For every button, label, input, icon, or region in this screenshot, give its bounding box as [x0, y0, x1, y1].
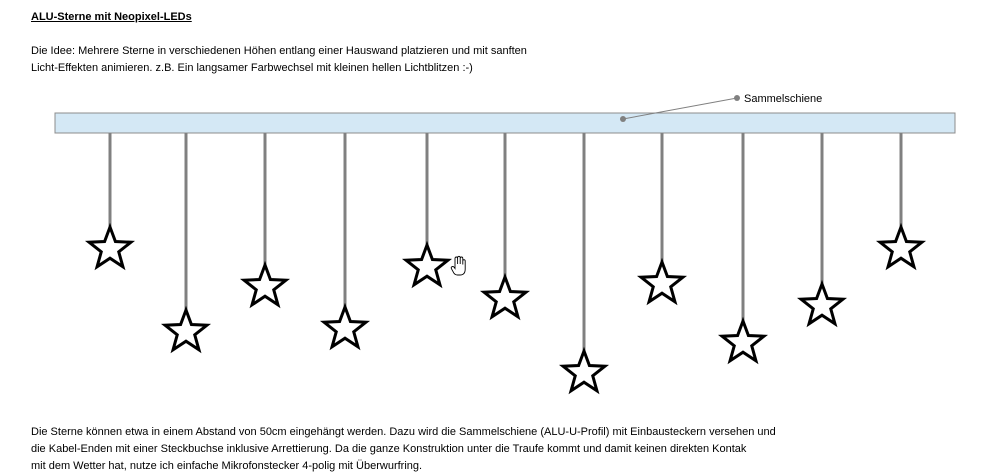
star-icon	[89, 227, 131, 267]
star-icon	[324, 307, 366, 347]
star-icon	[244, 265, 286, 305]
rail-callout-dot-end	[734, 95, 740, 101]
rail-callout-dot-start	[620, 116, 626, 122]
page-title: ALU-Sterne mit Neopixel-LEDs	[31, 11, 192, 23]
star-icon	[880, 227, 922, 267]
footer-text	[31, 424, 931, 475]
hand-pointer-icon	[451, 256, 465, 275]
star-icon	[563, 351, 605, 391]
intro-line-1: Die Idee: Mehrere Sterne in verschiedenen Höhen entlang einer Hauswand platzieren und mit sanften	[31, 45, 527, 57]
star-icon	[165, 310, 207, 350]
rail-label: Sammelschiene	[744, 93, 823, 105]
intro-line-2: Licht-Effekten animieren. z.B. Ein langsamer Farbwechsel mit kleinen hellen Lichtblitzen :-)	[31, 62, 473, 74]
star-icon	[801, 284, 843, 324]
footer-line-1: Die Sterne können etwa in einem Abstand von 50cm eingehängt werden. Dazu wird die Sammelschiene (ALU-U-Profil) mit Einbausteckern versehen und	[31, 426, 776, 438]
star-icon	[406, 245, 448, 285]
star-icon	[722, 321, 764, 361]
stars-group	[89, 133, 922, 391]
star-icon	[641, 262, 683, 302]
star-icon	[484, 277, 526, 317]
footer-line-2: die Kabel-Enden mit einer Steckbuchse inklusive Arrettierung. Da die ganze Konstruktion unter die Traufe kommt und damit keinen direkten Kontak	[31, 443, 747, 455]
footer-line-3: mit dem Wetter hat, nutze ich einfache Mikrofonstecker 4-polig mit Überwurfring.	[31, 460, 423, 472]
rail	[55, 113, 955, 133]
